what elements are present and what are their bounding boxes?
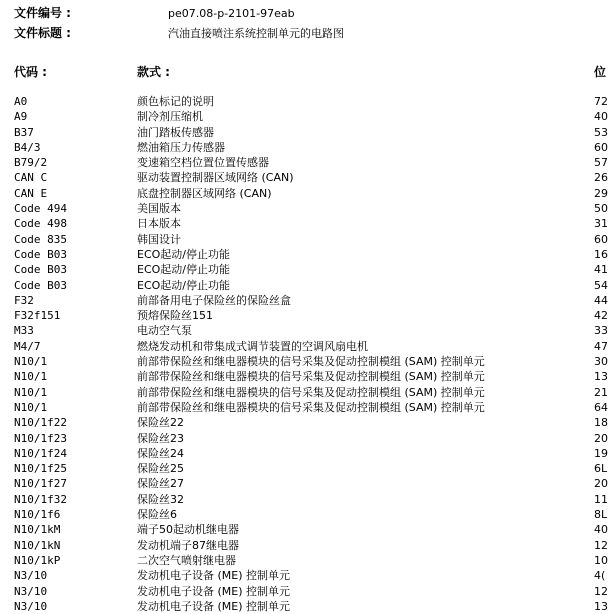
component-code: N10/1f24 <box>14 446 67 460</box>
component-position: 40 <box>594 523 608 537</box>
doc-number-label: 文件编号 : <box>14 6 71 20</box>
component-code: N10/1f27 <box>14 477 67 491</box>
doc-number-value: pe07.08-p-2101-97eab <box>168 7 295 20</box>
component-name: 前部带保险丝和继电器模块的信号采集及促动控制模组 (SAM) 控制单元 <box>137 400 485 414</box>
list-item <box>0 109 608 124</box>
component-position: 20 <box>594 477 608 491</box>
component-name: ECO起动/停止功能 <box>137 247 230 261</box>
list-item <box>0 400 608 415</box>
component-code: Code B03 <box>14 263 67 277</box>
component-code: Code 835 <box>14 232 67 246</box>
component-position: 60 <box>594 232 608 246</box>
list-item <box>0 232 608 247</box>
component-name: 前部带保险丝和继电器模块的信号采集及促动控制模组 (SAM) 控制单元 <box>137 370 485 384</box>
list-item <box>0 293 608 308</box>
component-code: N10/1kN <box>14 538 61 552</box>
list-item <box>0 339 608 354</box>
component-code: N10/1f22 <box>14 416 67 430</box>
component-position: 60 <box>594 140 608 154</box>
list-item <box>0 431 608 446</box>
component-code: Code 494 <box>14 202 67 216</box>
doc-title-label: 文件标题 : <box>14 26 71 40</box>
list-item <box>0 476 608 491</box>
component-position: 16 <box>594 247 608 261</box>
list-item <box>0 584 608 599</box>
component-code: N10/1kP <box>14 553 61 567</box>
list-item <box>0 507 608 522</box>
component-name: 保险丝6 <box>137 508 177 522</box>
component-position: 10 <box>594 553 608 567</box>
list-item <box>0 186 608 201</box>
component-code: Code 498 <box>14 217 67 231</box>
component-position: 21 <box>594 385 608 399</box>
component-position: 6L <box>594 462 608 476</box>
component-name: ECO起动/停止功能 <box>137 278 230 292</box>
component-name: ECO起动/停止功能 <box>137 263 230 277</box>
component-code: N10/1 <box>14 355 48 369</box>
component-name: 保险丝25 <box>137 462 184 476</box>
list-item <box>0 125 608 140</box>
component-position: 72 <box>594 95 608 108</box>
component-position: 13 <box>594 370 608 384</box>
component-name: 发动机端子87继电器 <box>137 538 239 552</box>
list-item <box>0 568 604 583</box>
component-code: N10/1 <box>14 385 48 399</box>
component-position: 57 <box>594 156 608 170</box>
component-code: F32 <box>14 293 34 307</box>
component-code: N3/10 <box>14 599 48 613</box>
component-name: 保险丝27 <box>137 477 184 491</box>
component-position: 41 <box>594 263 608 277</box>
component-position: 11 <box>594 492 608 506</box>
component-code: Code B03 <box>14 278 67 292</box>
component-name: 发动机电子设备 (ME) 控制单元 <box>137 569 291 583</box>
component-name: 韩国设计 <box>137 232 181 246</box>
list-item <box>0 155 608 170</box>
component-name: 日本版本 <box>137 217 181 231</box>
list-item <box>0 461 608 476</box>
list-item <box>0 170 608 185</box>
component-position: 29 <box>594 186 608 200</box>
component-name: 端子50起动机继电器 <box>137 523 239 537</box>
component-name: 前部带保险丝和继电器模块的信号采集及促动控制模组 (SAM) 控制单元 <box>137 355 485 369</box>
component-position: 12 <box>594 584 608 598</box>
component-code: B37 <box>14 125 34 139</box>
component-name: 底盘控制器区域网络 (CAN) <box>137 186 272 200</box>
component-code: N10/1f23 <box>14 431 67 445</box>
component-position: 44 <box>594 293 608 307</box>
list-item <box>0 538 608 553</box>
component-name: 变速箱空档位置位置传感器 <box>137 156 269 170</box>
list-item <box>0 385 608 400</box>
component-position: 13 <box>594 599 608 613</box>
column-header-name: 款式 : <box>137 65 170 79</box>
list-item <box>0 553 608 568</box>
component-name: 燃烧发动机和带集成式调节装置的空调风扇电机 <box>137 339 368 353</box>
component-position: 40 <box>594 110 608 124</box>
component-name: 前部备用电子保险丝的保险丝盒 <box>137 293 291 307</box>
component-code: N10/1 <box>14 370 48 384</box>
list-item <box>0 201 608 216</box>
component-name: 预熔保险丝151 <box>137 309 213 323</box>
doc-title-value: 汽油直接喷注系统控制单元的电路图 <box>168 27 344 40</box>
column-header-position: 位 <box>594 65 607 79</box>
list-item <box>0 599 608 614</box>
component-code: A9 <box>14 110 28 124</box>
list-item <box>0 94 608 109</box>
component-name: 制冷剂压缩机 <box>137 110 203 124</box>
component-code: N10/1f32 <box>14 492 67 506</box>
list-item <box>0 308 608 323</box>
component-position: 64 <box>594 400 608 414</box>
component-position: 50 <box>594 202 608 216</box>
component-position: 53 <box>594 125 608 139</box>
list-item <box>0 369 608 384</box>
component-code: CAN C <box>14 171 48 185</box>
component-position: 47 <box>594 339 608 353</box>
component-position: 31 <box>594 217 608 231</box>
component-list <box>0 94 608 614</box>
component-name: 发动机电子设备 (ME) 控制单元 <box>137 584 291 598</box>
component-code: N10/1f6 <box>14 508 61 522</box>
component-code: Code B03 <box>14 247 67 261</box>
component-position: 33 <box>594 324 608 338</box>
component-code: B79/2 <box>14 156 48 170</box>
list-item <box>0 278 608 293</box>
component-name: 发动机电子设备 (ME) 控制单元 <box>137 599 291 613</box>
component-position: 54 <box>594 278 608 292</box>
component-code: F32f151 <box>14 309 61 323</box>
list-item <box>0 140 608 155</box>
list-item <box>0 522 608 537</box>
component-name: 保险丝22 <box>137 416 184 430</box>
component-code: N3/10 <box>14 584 48 598</box>
component-position: 18 <box>594 416 608 430</box>
list-item <box>0 262 608 277</box>
component-name: 保险丝24 <box>137 446 184 460</box>
component-code: A0 <box>14 95 28 108</box>
list-item <box>0 323 608 338</box>
component-code: N3/10 <box>14 569 48 583</box>
component-code: M4/7 <box>14 339 41 353</box>
component-code: N10/1f25 <box>14 462 67 476</box>
list-item <box>0 247 608 262</box>
component-code: M33 <box>14 324 34 338</box>
component-name: 燃油箱压力传感器 <box>137 140 225 154</box>
list-item <box>0 216 608 231</box>
component-code: B4/3 <box>14 140 41 154</box>
component-name: 二次空气喷射继电器 <box>137 553 236 567</box>
component-name: 前部带保险丝和继电器模块的信号采集及促动控制模组 (SAM) 控制单元 <box>137 385 485 399</box>
component-name: 油门踏板传感器 <box>137 125 214 139</box>
component-name: 保险丝32 <box>137 492 184 506</box>
component-code: CAN E <box>14 186 48 200</box>
column-header-code: 代码 : <box>14 65 47 79</box>
list-item <box>0 415 608 430</box>
component-name: 驱动装置控制器区域网络 (CAN) <box>137 171 294 185</box>
component-position: 26 <box>594 171 608 185</box>
list-item <box>0 354 608 369</box>
component-position: 42 <box>594 309 608 323</box>
component-name: 颜色标记的说明 <box>137 95 214 108</box>
list-item <box>0 446 608 461</box>
component-position: 20 <box>594 431 608 445</box>
component-name: 美国版本 <box>137 202 181 216</box>
component-code: N10/1 <box>14 400 48 414</box>
component-name: 保险丝23 <box>137 431 184 445</box>
component-position: 30 <box>594 355 608 369</box>
component-code: N10/1kM <box>14 523 61 537</box>
component-position: 19 <box>594 446 608 460</box>
list-item <box>0 492 608 507</box>
component-position: 12 <box>594 538 608 552</box>
component-name: 电动空气泵 <box>137 324 192 338</box>
component-position: 8L <box>594 508 608 522</box>
component-position: 4( <box>594 569 606 583</box>
